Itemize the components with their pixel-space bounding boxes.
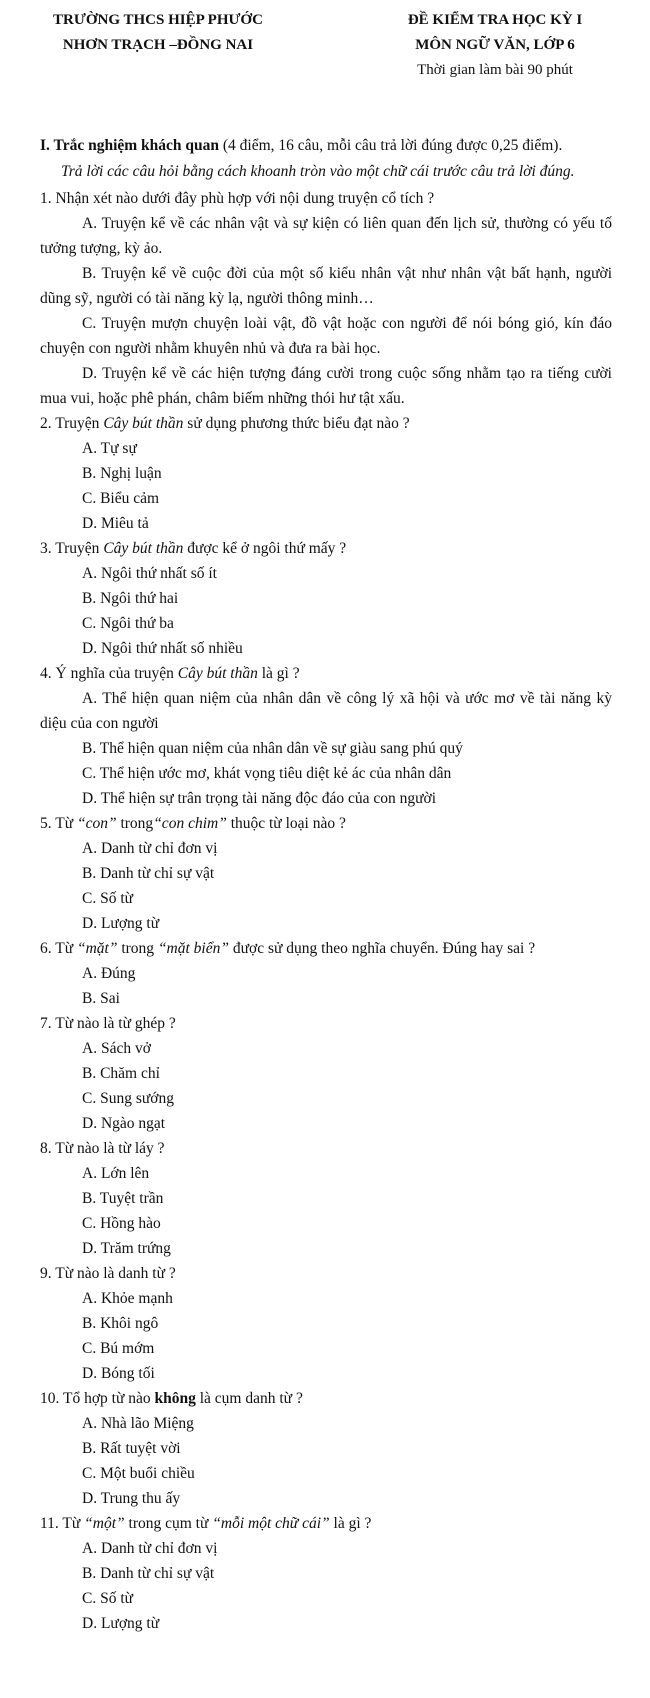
question-text-segment: 10. Tổ hợp từ nào [40, 1390, 155, 1407]
question-1 [40, 186, 612, 411]
answer-option[interactable]: C. Một buổi chiều [82, 1465, 195, 1482]
question-9 [40, 1261, 612, 1386]
question-text [40, 1511, 612, 1536]
question-text-segment: sử dụng phương thức biểu đạt nào ? [183, 415, 410, 432]
answer-option[interactable]: D. Miêu tả [82, 515, 149, 532]
question-text-segment: được sử dụng theo nghĩa chuyển. Đúng hay sai ? [229, 940, 536, 957]
question-text-segment: thuộc từ loại nào ? [226, 815, 346, 832]
answer-option[interactable]: A. Sách vở [82, 1040, 151, 1057]
answer-option[interactable]: A. Nhà lão Miệng [82, 1415, 194, 1432]
school-info [28, 8, 288, 58]
exam-subject: MÔN NGỮ VĂN, LỚP 6 [415, 37, 575, 53]
question-text-segment: 9. Từ nào là danh từ ? [40, 1265, 176, 1282]
answer-option[interactable]: A. Danh từ chỉ đơn vị [82, 840, 218, 857]
answer-option[interactable]: D. Ngào ngạt [82, 1115, 166, 1132]
answer-option[interactable]: A. Danh từ chỉ đơn vị [82, 1540, 218, 1557]
question-text-segment: được kể ở ngôi thứ mấy ? [183, 540, 347, 557]
answer-option[interactable]: C. Hồng hào [82, 1215, 161, 1232]
exam-title: ĐỀ KIỂM TRA HỌC KỲ I [407, 12, 583, 28]
question-list [40, 186, 612, 1636]
answer-option[interactable]: C. Sung sướng [82, 1090, 174, 1107]
question-text-segment: Cây bút thần [103, 540, 184, 557]
answer-option[interactable]: B. Rất tuyệt vời [82, 1440, 181, 1457]
answer-option[interactable]: B. Chăm chỉ [82, 1065, 160, 1082]
question-text-segment: Cây bút thần [103, 415, 184, 432]
document-header [0, 8, 650, 88]
section-title [40, 133, 612, 158]
answer-option[interactable]: B. Danh từ chỉ sự vật [82, 1565, 215, 1582]
question-text [40, 936, 612, 961]
answer-option[interactable]: D. Thể hiện sự trân trọng tài năng độc đáo của con người [82, 790, 436, 807]
answer-option[interactable]: C. Biểu cảm [82, 490, 160, 507]
question-text-segment: “mỗi một chữ cái” [212, 1515, 330, 1532]
question-text-segment: 7. Từ nào là từ ghép ? [40, 1015, 176, 1032]
answer-option[interactable]: C. Ngôi thứ ba [82, 615, 174, 632]
question-text-segment: 11. Từ [40, 1515, 85, 1532]
question-text-segment: 3. Truyện [40, 540, 104, 557]
answer-option[interactable]: B. Danh từ chỉ sự vật [82, 865, 215, 882]
answer-option[interactable]: B. Khôi ngô [82, 1315, 159, 1332]
exam-info [345, 8, 645, 83]
answer-option[interactable]: D. Trung thu ấy [82, 1490, 181, 1507]
question-text-segment: 8. Từ nào là từ láy ? [40, 1140, 165, 1157]
answer-option[interactable]: B. Ngôi thứ hai [82, 590, 179, 607]
section-title-rest: (4 điểm, 16 câu, mỗi câu trả lời đúng được 0,25 điểm). [219, 137, 563, 154]
question-text-segment: 6. Từ [40, 940, 77, 957]
question-text-segment: trong cụm từ [124, 1515, 213, 1532]
question-text [40, 661, 612, 686]
section-title-bold: I. Trắc nghiệm khách quan [40, 137, 220, 154]
answer-option[interactable]: D. Ngôi thứ nhất số nhiều [82, 640, 243, 657]
answer-option[interactable]: D. Truyện kể về các hiện tượng đáng cười trong cuộc sống nhằm tạo ra tiếng cười mua vui, hoặc phê phán, châm biếm những thói hư tật xấu. [40, 365, 612, 407]
question-text-segment: “mặt” [76, 940, 118, 957]
question-text-segment: trong [117, 940, 158, 957]
question-text [40, 1011, 612, 1036]
answer-option[interactable]: D. Lượng từ [82, 1615, 160, 1632]
answer-option[interactable]: A. Ngôi thứ nhất số ít [82, 565, 217, 582]
question-text-segment: 4. Ý nghĩa của truyện [40, 665, 178, 682]
school-name: TRƯỜNG THCS HIỆP PHƯỚC [53, 12, 263, 28]
answer-option[interactable]: C. Truyện mượn chuyện loài vật, đồ vật hoặc con người để nói bóng gió, kín đáo chuyện con người nhằm khuyên nhủ và đưa ra bài học. [40, 315, 612, 357]
question-4 [40, 661, 612, 811]
question-text-segment: “con chim” [153, 815, 227, 832]
question-text-segment: “con” [76, 815, 117, 832]
answer-option[interactable]: B. Tuyệt trần [82, 1190, 164, 1207]
question-text [40, 1261, 612, 1286]
answer-option[interactable]: C. Số từ [82, 890, 134, 907]
question-text-segment: “mặt biển” [157, 940, 229, 957]
answer-option[interactable]: B. Nghị luận [82, 465, 162, 482]
question-text-segment: là cụm danh từ ? [195, 1390, 303, 1407]
question-text [40, 1386, 612, 1411]
question-8 [40, 1136, 612, 1261]
section-instruction: Trả lời các câu hỏi bằng cách khoanh tròn vào một chữ cái trước câu trả lời đúng. [61, 163, 575, 180]
question-2 [40, 411, 612, 536]
question-5 [40, 811, 612, 936]
answer-option[interactable]: B. Sai [82, 990, 120, 1007]
question-7 [40, 1011, 612, 1136]
question-6 [40, 936, 612, 1011]
question-text-segment: không [154, 1390, 196, 1407]
answer-option[interactable]: B. Thể hiện quan niệm của nhân dân về sự giàu sang phú quý [82, 740, 463, 757]
question-text [40, 411, 612, 436]
answer-option[interactable]: A. Khỏe mạnh [82, 1290, 173, 1307]
question-text-segment: Cây bút thần [177, 665, 258, 682]
answer-option[interactable]: D. Trăm trứng [82, 1240, 171, 1257]
answer-option[interactable]: A. Lớn lên [82, 1165, 150, 1182]
answer-option[interactable]: A. Đúng [82, 965, 136, 982]
question-text-segment: 5. Từ [40, 815, 77, 832]
question-text-segment: 1. Nhận xét nào dưới đây phù hợp với nội dung truyện cổ tích ? [40, 190, 435, 207]
answer-option[interactable]: B. Truyện kể về cuộc đời của một số kiểu nhân vật như nhân vật bất hạnh, người dũng sỹ, người có tài năng kỳ lạ, người thông minh… [40, 265, 612, 307]
answer-option[interactable]: C. Thể hiện ước mơ, khát vọng tiêu diệt kẻ ác của nhân dân [82, 765, 452, 782]
answer-option[interactable]: C. Số từ [82, 1590, 134, 1607]
question-text [40, 811, 612, 836]
question-text [40, 536, 612, 561]
answer-option[interactable]: D. Lượng từ [82, 915, 160, 932]
answer-option[interactable]: A. Tự sự [82, 440, 137, 457]
answer-option[interactable]: A. Truyện kể về các nhân vật và sự kiện có liên quan đến lịch sử, thường có yếu tố tưởng tượng, kỳ ảo. [40, 215, 612, 257]
exam-content [40, 133, 612, 1636]
question-text-segment: trong [116, 815, 154, 832]
answer-option[interactable]: D. Bóng tối [82, 1365, 155, 1382]
question-text [40, 186, 612, 211]
school-location: NHƠN TRẠCH –ĐỒNG NAI [62, 37, 254, 53]
exam-duration: Thời gian làm bài 90 phút [417, 62, 573, 78]
question-text-segment: là gì ? [329, 1515, 372, 1532]
question-3 [40, 536, 612, 661]
question-text-segment: 2. Truyện [40, 415, 104, 432]
answer-option[interactable]: C. Bú mớm [82, 1340, 155, 1357]
question-11 [40, 1511, 612, 1636]
question-10 [40, 1386, 612, 1511]
question-text-segment: “một” [84, 1515, 125, 1532]
question-text [40, 1136, 612, 1161]
question-text-segment: là gì ? [257, 665, 300, 682]
answer-option[interactable]: A. Thể hiện quan niệm của nhân dân về công lý xã hội và ước mơ về tài năng kỳ diệu của con người [40, 690, 612, 732]
